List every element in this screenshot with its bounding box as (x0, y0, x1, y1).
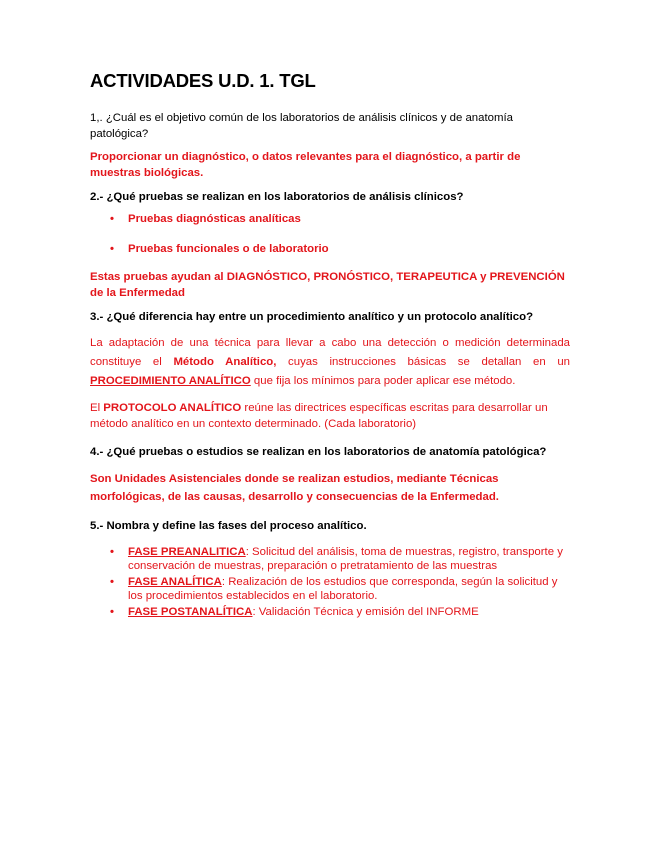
protocolo-analitico-term: PROTOCOLO ANALÍTICO (103, 402, 242, 414)
answer-3-paragraph-1: La adaptación de una técnica para llevar a cabo una detección o medición determinada constituye el Método Analítico, cuyas instrucciones básicas se detallan en un PROCEDIMIENTO ANALÍTICO que fija los mínimos para poder aplicar ese método. (90, 337, 570, 387)
question-1: 1,. ¿Cuál es el objetivo común de los laboratorios de análisis clínicos y de anatomía patológica? (90, 112, 513, 140)
question-3: 3.- ¿Qué diferencia hay entre un procedimiento analítico y un protocolo analítico? (90, 311, 534, 323)
list-item: • FASE ANALÍTICA: Realización de los estudios que corresponda, según la solicitud y los procedimientos establecidos en el laboratorio. (110, 576, 558, 602)
question-2: 2.- ¿Qué pruebas se realizan en los laboratorios de análisis clínicos? (90, 191, 464, 203)
fases-list (90, 546, 570, 620)
bullet-icon: • (110, 243, 114, 255)
metodo-analitico-term: Método Analítico, (173, 356, 277, 368)
document-page (90, 70, 570, 623)
answer-3-paragraph-2: El PROTOCOLO ANALÍTICO reúne las directrices específicas escritas para desarrollar un método analítico en un contexto determinado. (Cada laboratorio) (90, 402, 548, 430)
answer-1: Proporcionar un diagnóstico, o datos relevantes para el diagnóstico, a partir de muestras biológicas. (90, 151, 521, 179)
question-5: 5.- Nombra y define las fases del proceso analítico. (90, 520, 367, 532)
page-title: ACTIVIDADES U.D. 1. TGL (90, 70, 316, 91)
answer-4: Son Unidades Asistenciales donde se realizan estudios, mediante Técnicas morfológicas, de las causas, desarrollo y consecuencias de la Enfermedad. (90, 473, 499, 503)
bullet-icon: • (110, 576, 114, 589)
bullet-icon: • (110, 213, 114, 225)
answer-2-note: Estas pruebas ayudan al DIAGNÓSTICO, PRONÓSTICO, TERAPEUTICA y PREVENCIÓN de la Enfermedad (90, 271, 565, 299)
bullet-icon: • (110, 546, 114, 558)
question-4: 4.- ¿Qué pruebas o estudios se realizan en los laboratorios de anatomía patológica? (90, 446, 547, 458)
bullet-icon: • (110, 606, 114, 619)
list-item: • Pruebas diagnósticas analíticas (110, 213, 301, 225)
list-item: • FASE POSTANALÍTICA: Validación Técnica y emisión del INFORME (110, 606, 479, 619)
list-item: • FASE PREANALITICA: Solicitud del análisis, toma de muestras, registro, transporte y conservación de muestras, preparación o pretratamiento de las muestras (110, 546, 563, 572)
list-item: • Pruebas funcionales o de laboratorio (110, 243, 329, 255)
procedimiento-analitico-term: PROCEDIMIENTO ANALÍTICO (90, 375, 251, 387)
answer-2-list (90, 212, 570, 256)
